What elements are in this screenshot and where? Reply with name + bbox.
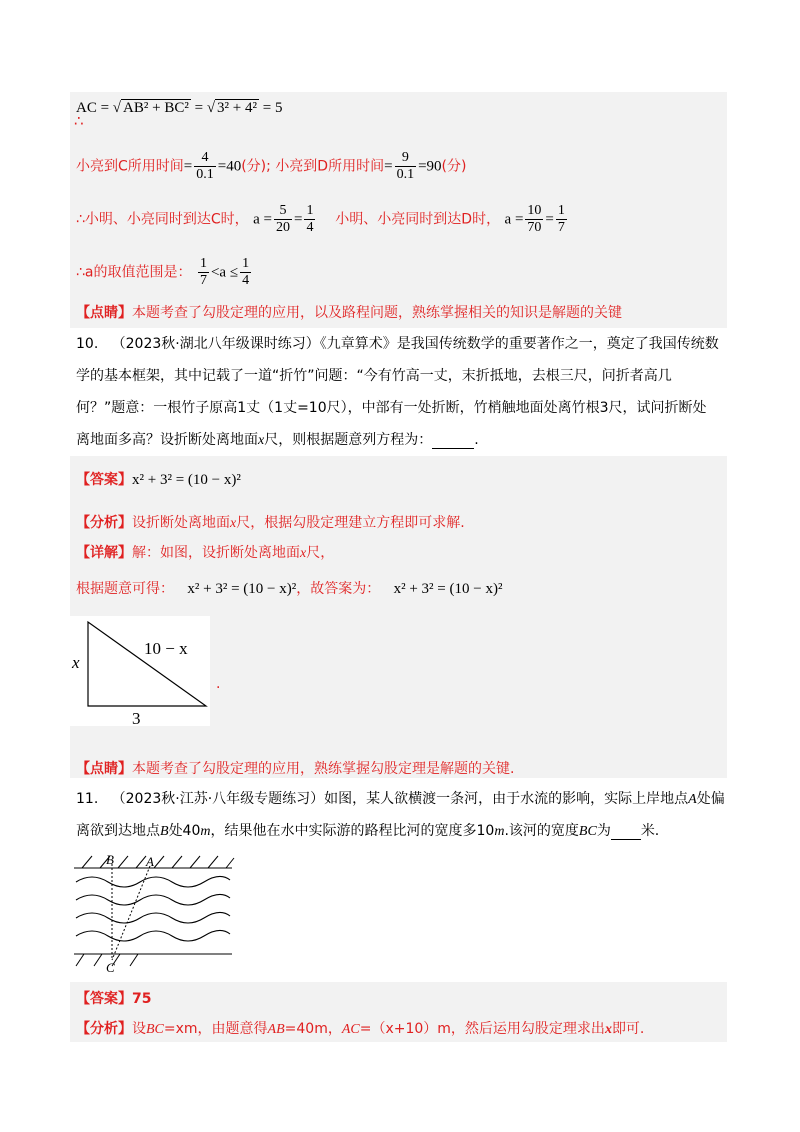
crossing-paths	[112, 864, 150, 960]
q10-triangle-figure	[70, 616, 210, 726]
label-c: C	[106, 960, 115, 974]
bottom-bank	[74, 954, 232, 966]
ac-formula-expr: AC = √ AB² + BC² = √ 3² + 4² = 5	[76, 100, 283, 116]
q11-source: （2023秋·江苏·八年级专题练习）	[111, 791, 325, 807]
q10-line3: 何？”题意：一根竹子原高1丈（1丈=10尺），中部有一处折断，竹梢触地面处离竹根3尺，试问折断处	[76, 400, 707, 416]
q10-answer-blank[interactable]	[432, 434, 474, 449]
q11-answer-blank[interactable]	[611, 825, 641, 840]
therefore-symbol: ∴	[74, 112, 84, 130]
q10-answer: 【答案】x² + 3² = (10 − x)²	[76, 472, 241, 488]
q10-source: （2023秋·湖北八年级课时练习）	[111, 336, 320, 352]
q11-answer: 【答案】75	[76, 991, 152, 1007]
q10-line4: 离地面多高？设折断处离地面x尺，则根据题意列方程为： .	[76, 432, 479, 448]
top-bank	[74, 856, 234, 868]
q11-river-figure	[70, 850, 240, 974]
q11-number: 11.	[76, 791, 99, 807]
label-hyp: 10 − x	[144, 639, 188, 658]
range-line: ∴a的取值范围是： $\frac{1}{7}$ <a ≤ $\frac{1}{4}$	[76, 256, 250, 288]
q10-analysis: 【分析】设折断处离地面x尺，根据勾股定理建立方程即可求解.	[76, 515, 465, 531]
label-b: B	[106, 852, 114, 867]
q10-line1: 10. （2023秋·湖北八年级课时练习）《九章算术》是我国传统数学的重要著作之一，奠定了我国传统数	[76, 336, 719, 352]
river-waves	[76, 876, 230, 941]
label-x: x	[72, 653, 80, 672]
label-a: A	[146, 854, 154, 869]
q11-line1: 11. （2023秋·江苏·八年级专题练习）如图，某人欲横渡一条河，由于水流的影响，实际上岸地点A处偏	[76, 791, 725, 807]
label-3: 3	[132, 709, 141, 726]
q10-line2: 学的基本框架，其中记载了一道“折竹”问题：“今有竹高一丈，末折抵地，去根三尺，问折者高几	[76, 368, 672, 384]
q11-analysis: 【分析】设BC=xm，由题意得AB=40m，AC=（x+10）m，然后运用勾股定理求出x即可.	[76, 1021, 645, 1037]
q10-detail2: 根据题意可得： x² + 3² = (10 − x)²，故答案为： x² + 3² = (10 − x)²	[76, 581, 503, 597]
q10-comment: 【点睛】本题考查了勾股定理的应用，熟练掌握勾股定理是解题的关键.	[76, 761, 515, 777]
meet-line: ∴小明、小亮同时到达C时， a = $\frac{5}{20}$ = $\frac{1}{4}$ 小明、小亮同时到达D时， a = $\frac{10}{70}$ = $\frac{1}{7}$	[76, 203, 565, 235]
solution9-comment: 【点睛】本题考查了勾股定理的应用，以及路程问题，熟练掌握相关的知识是解题的关键	[76, 305, 622, 321]
figure-trailing-dot: .	[216, 676, 221, 692]
time-line: 小亮到C所用时间= $\frac{4}{0.1}$ =40(分); 小亮到D所用时间= $\frac{9}{0.1}$ =90(分)	[76, 150, 467, 182]
q10-detail: 【详解】解：如图，设折断处离地面x尺，	[76, 545, 335, 561]
q10-number: 10.	[76, 336, 99, 352]
ac-formula	[76, 100, 282, 117]
q11-line2: 离欲到达地点B处40m，结果他在水中实际游的路程比河的宽度多10m.该河的宽度BC为 米.	[76, 823, 660, 839]
